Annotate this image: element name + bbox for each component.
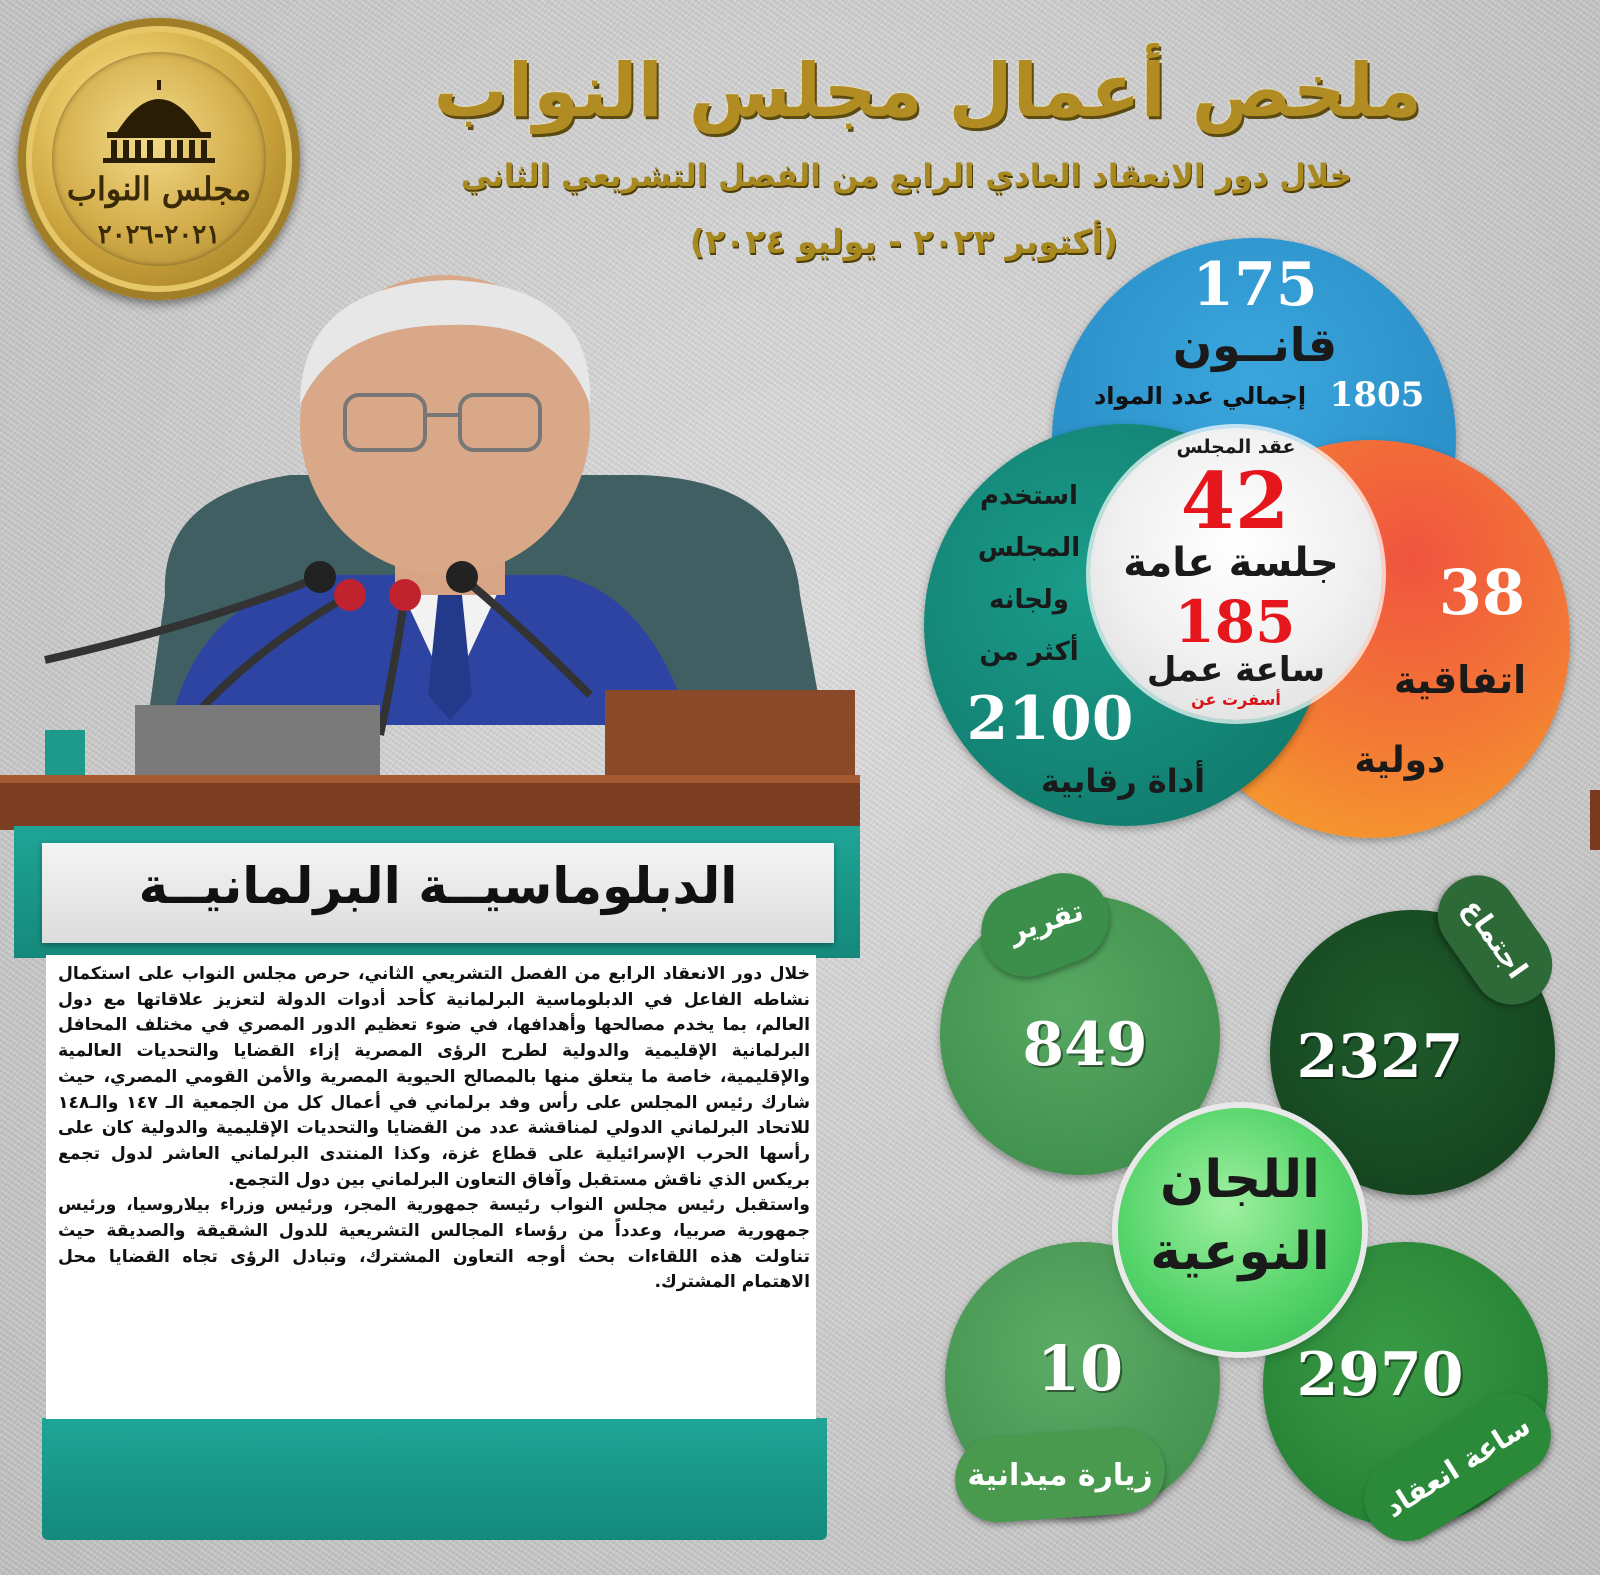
result-label: أسفرت عن (1191, 690, 1281, 709)
oversight-line-1: استخدم (980, 481, 1078, 511)
diplomacy-title: الدبلوماسيــة البرلمانيــة (138, 857, 738, 915)
laws-label: قانــون (1172, 318, 1338, 372)
diplomacy-paragraph-2: واستقبل رئيس مجلس النواب رئيسة جمهورية المجر، ورئيس وزراء بيلاروسيا، ورئيس جمهورية صربيا، وعدداً من رؤساء المجالس التشريعية للدول الشقيقة والصديقة حيث تناولت هذه اللقاءات بحث أوجه التعاون المشترك، وتبادل الرؤى تجاه القضايا محل الاهتمام المشترك. (58, 1195, 810, 1293)
seal-years: ٢٠٢١-٢٠٢٦ (97, 220, 221, 250)
seal-inner (52, 52, 266, 266)
meetings-count: 2327 (1296, 1022, 1464, 1092)
oversight-count: 2100 (966, 684, 1134, 754)
diplomacy-title-box (42, 843, 834, 943)
committees-title-1: اللجان (1160, 1150, 1320, 1210)
diplomacy-text (58, 962, 810, 1296)
agreements-label-2: دولية (1354, 740, 1446, 781)
sessions-count: 42 (1180, 456, 1290, 547)
sessions-label: جلسة عامة (1123, 540, 1339, 586)
visits-label: زيارة ميدانية (967, 1458, 1153, 1493)
page-title: ملخص أعمال مجلس النواب (433, 48, 1422, 134)
articles-label: إجمالي عدد المواد (1093, 382, 1307, 410)
oversight-intro (948, 470, 1110, 678)
hours-count: 185 (1174, 588, 1296, 656)
oversight-line-4: أكثر من (979, 637, 1079, 667)
page-subtitle: خلال دور الانعقاد العادي الرابع من الفصل التشريعي الثاني (460, 158, 1352, 194)
oversight-line-3: ولجانه (989, 585, 1069, 615)
oversight-line-2: المجلس (977, 533, 1081, 563)
dome-icon (99, 74, 219, 164)
parliament-seal (18, 18, 300, 300)
committees-title-2: النوعية (1150, 1222, 1330, 1282)
agreements-label-1: اتفاقية (1393, 658, 1527, 702)
session-hours-count: 2970 (1296, 1340, 1464, 1410)
session-hours-label: ساعة انعقاد (1378, 1408, 1537, 1525)
diplomacy-paragraph-1: خلال دور الانعقاد الرابع من الفصل التشريعي الثاني، حرص مجلس النواب على استكمال نشاطه الفاعل في الدبلوماسية البرلمانية كأحد أدوات الدولة لتعزيز علاقاتها مع دول العالم، بما يخدم مصالحها وأهدافها، في ضوء تعظيم الدور المصري في مختلف المحافل البرلمانية الإقليمية والدولية لطرح الرؤى المصرية إزاء القضايا والتحديات العالمية والإقليمية، خاصة ما يتعلق منها بالمصالح الحيوية المصرية والأمن القومي المصري، حيث شارك رئيس المجلس على رأس وفد برلماني في أعمال كل من الجمعية الـ ١٤٧ والـ١٤٨ للاتحاد البرلماني الدولي لمناقشة عدد من القضايا والتحديات الإقليمية والدولية كان على رأسها الحرب الإسرائيلية على قطاع غزة، وكذا المنتدى البرلماني العاشر لدول تجمع بريكس الذي ناقش مستقبل وآفاق التعاون البرلماني بين دول التجمع. (58, 964, 810, 1190)
meetings-label: اجتماع (1455, 892, 1535, 985)
articles-count: 1805 (1329, 375, 1425, 415)
reports-count: 849 (1022, 1010, 1148, 1080)
reports-label: تقرير (1004, 894, 1088, 949)
speaker-photo (0, 265, 860, 830)
period-label: (أكتوبر ٢٠٢٣ - يوليو ٢٠٢٤) (689, 222, 1118, 261)
hours-label: ساعة عمل (1146, 650, 1326, 690)
center-intro: عقد المجلس (1176, 436, 1296, 458)
diplomacy-footer-band (42, 1418, 827, 1540)
agreements-count: 38 (1438, 556, 1526, 629)
edge-decoration (1590, 790, 1600, 850)
oversight-label: أداة رقابية (1040, 762, 1206, 800)
seal-name: مجلس النواب (66, 170, 252, 208)
laws-count: 175 (1192, 250, 1318, 320)
visits-count: 10 (1036, 1332, 1124, 1405)
